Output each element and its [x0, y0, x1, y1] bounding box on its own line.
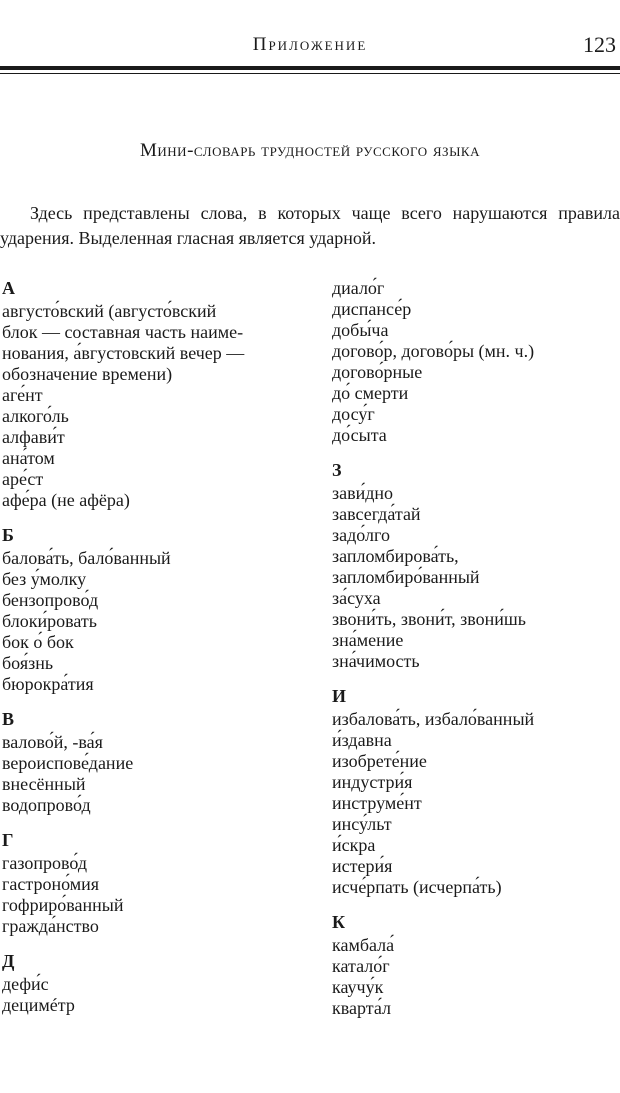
header-rule-thin [0, 73, 620, 74]
letter-heading: З [332, 460, 342, 480]
letter-group [332, 686, 617, 898]
dictionary-entry: догово́р, догово́ры (мн. ч.) [332, 341, 535, 361]
dictionary-entry: истери́я [332, 856, 393, 876]
dictionary-entry: и́скра [332, 835, 376, 855]
dictionary-entry: досу́г [332, 404, 375, 424]
dictionary-entry: алфави́т [2, 427, 65, 447]
dictionary-left-column [2, 278, 302, 1030]
dictionary-entry: догово́рные [332, 362, 423, 382]
dictionary-entry: алкого́ль [2, 406, 69, 426]
letter-group [2, 278, 302, 511]
dictionary-entry: исче́рпать (исчерпа́ть) [332, 877, 502, 897]
dictionary-entry: аре́ст [2, 469, 44, 489]
dictionary-entry: внесённый [2, 774, 86, 794]
running-title: Приложение [252, 34, 368, 55]
letter-group [2, 830, 302, 937]
dictionary-entry: валово́й, -ва́я [2, 732, 103, 752]
letter-group [2, 525, 302, 695]
dictionary-entry: бензопрово́д [2, 590, 99, 610]
dictionary-entry: зна́мение [332, 630, 404, 650]
dictionary-entry: газопрово́д [2, 853, 88, 873]
dictionary-entry: бюрокра́тия [2, 674, 94, 694]
letter-heading: Д [2, 951, 15, 971]
letter-group [2, 951, 302, 1016]
dictionary-entry: нования, а́вгустовский вечер — [2, 343, 245, 363]
dictionary-entry: аге́нт [2, 385, 43, 405]
dictionary-right-column [332, 278, 617, 1033]
letter-group [332, 278, 617, 446]
dictionary-entry: зави́дно [332, 483, 394, 503]
dictionary-entry: инструме́нт [332, 793, 422, 813]
dictionary-entry: блок — составная часть наиме- [2, 322, 244, 342]
dictionary-entry: каучу́к [332, 977, 384, 997]
dictionary-entry: дефи́с [2, 974, 49, 994]
letter-heading: И [332, 686, 347, 706]
dictionary-entry: кварта́л [332, 998, 391, 1018]
dictionary-entry: вероиспове́дание [2, 753, 134, 773]
dictionary-entry: добы́ча [332, 320, 389, 340]
letter-heading: К [332, 912, 346, 932]
dictionary-entry: за́суха [332, 588, 381, 608]
dictionary-entry: завсегда́тай [332, 504, 421, 524]
dictionary-entry: ана́том [2, 448, 55, 468]
intro-paragraph [0, 201, 620, 251]
section-title: Мини-словарь трудностей русского языка [140, 140, 480, 161]
dictionary-entry: инсу́льт [332, 814, 392, 834]
dictionary-entry: боя́знь [2, 653, 54, 673]
dictionary-entry: гастроно́мия [2, 874, 100, 894]
dictionary-entry: индустри́я [332, 772, 413, 792]
dictionary-entry: диспансе́р [332, 299, 412, 319]
dictionary-entry: катало́г [332, 956, 390, 976]
dictionary-entry: запломбирова́ть, [332, 546, 459, 566]
letter-group [332, 912, 617, 1019]
dictionary-entry: до́ смерти [332, 383, 409, 403]
dictionary-entry: зна́чимость [332, 651, 420, 671]
letter-heading: В [2, 709, 15, 729]
dictionary-entry: камбала́ [332, 935, 395, 955]
letter-heading: А [2, 278, 15, 298]
dictionary-entry: водопрово́д [2, 795, 91, 815]
dictionary-entry: звони́ть, звони́т, звони́шь [332, 609, 526, 629]
page-number: 123 [583, 32, 616, 57]
dictionary-entry: гражда́нство [2, 916, 99, 936]
letter-heading: Г [2, 830, 14, 850]
dictionary-entry: афе́ра (не афёра) [2, 490, 130, 510]
dictionary-entry: до́сыта [332, 425, 387, 445]
dictionary-entry: изобрете́ние [332, 751, 427, 771]
dictionary-entry: и́здавна [332, 730, 392, 750]
letter-heading: Б [2, 525, 14, 545]
dictionary-entry: обозначение времени) [2, 364, 173, 384]
letter-group [2, 709, 302, 816]
dictionary-entry: гофриро́ванный [2, 895, 124, 915]
dictionary-entry: запломбиро́ванный [332, 567, 480, 587]
dictionary-entry: бок о́ бок [2, 632, 74, 652]
dictionary-entry: августо́вский (августо́вский [2, 301, 217, 321]
dictionary-entry: без у́молку [2, 569, 87, 589]
dictionary-entry: диало́г [332, 278, 385, 298]
dictionary-entry: балова́ть, бало́ванный [2, 548, 171, 568]
dictionary-entry: задо́лго [332, 525, 390, 545]
header-rule-thick [0, 66, 620, 70]
dictionary-entry: децимéтр [2, 995, 75, 1015]
intro-text: Здесь представлены слова, в которых чаще всего нарушаются правила ударения. Выделенная гласная является ударной. [0, 203, 620, 248]
dictionary-entry: блоки́ровать [2, 611, 97, 631]
dictionary-entry: избалова́ть, избало́ванный [332, 709, 535, 729]
page-header [0, 28, 620, 64]
letter-group [332, 460, 617, 672]
